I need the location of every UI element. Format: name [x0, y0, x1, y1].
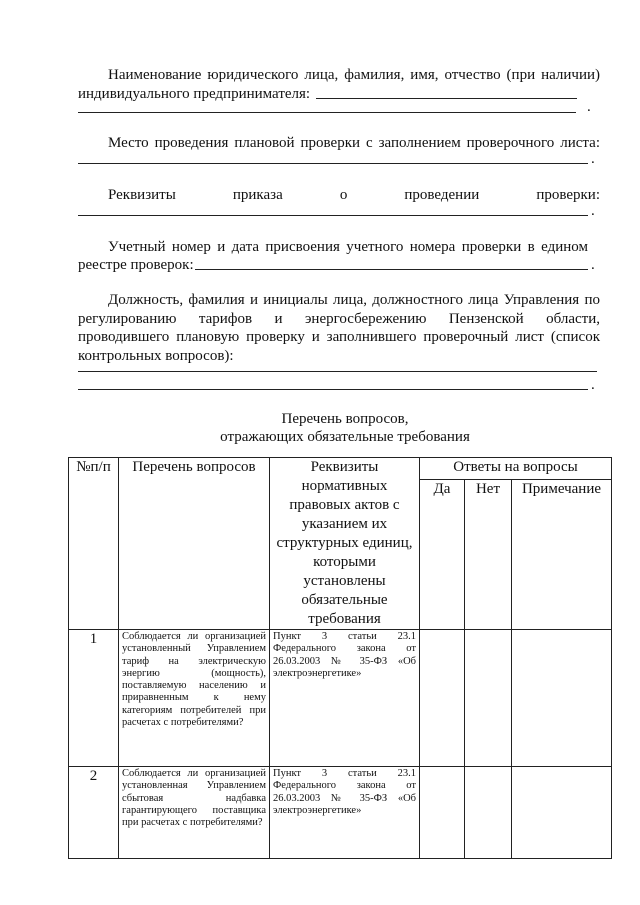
place-fill-line[interactable]: [78, 163, 588, 164]
row-requisite: Пункт 3 статьи 23.1 Федерального закона от 26.03.2003 № 35-ФЗ «Об электроэнергетике»: [270, 630, 420, 767]
header-questions: Перечень вопросов: [119, 458, 270, 630]
table-row: [69, 767, 612, 859]
official-line4: контрольных вопросов):: [78, 348, 234, 364]
entity-fill-line-1[interactable]: [316, 98, 577, 99]
row-answer-yes-cell[interactable]: [420, 767, 465, 859]
registry-line1: Учетный номер и дата присвоения учетного номера проверки в едином: [108, 239, 588, 255]
official-fill-line-1[interactable]: [78, 371, 597, 372]
table-row: [69, 630, 612, 767]
order-word-3: о: [339, 187, 348, 203]
header-answers: Ответы на вопросы: [420, 458, 612, 480]
official-line3: проводившего плановую проверку и заполнившего проверочный лист (список: [78, 329, 600, 345]
header-yes: Да: [420, 479, 465, 629]
row-number: 2: [69, 767, 119, 859]
official-line2: регулированию тарифов и энергосбережению Пензенской области,: [78, 311, 600, 327]
place-end-period: .: [591, 151, 595, 167]
order-fill-line[interactable]: [78, 215, 588, 216]
row-note-cell[interactable]: [512, 767, 612, 859]
order-word-4: проведении: [404, 187, 480, 203]
row-answer-no-cell[interactable]: [465, 767, 512, 859]
official-end-period: .: [591, 377, 595, 393]
questions-table: [68, 457, 612, 859]
registry-end-period: .: [591, 257, 595, 273]
registry-fill-line[interactable]: [195, 269, 588, 270]
header-note: Примечание: [512, 479, 612, 629]
row-requisite: Пункт 3 статьи 23.1 Федерального закона от 26.03.2003 № 35-ФЗ «Об электроэнергетике»: [270, 767, 420, 859]
entity-line1: Наименование юридического лица, фамилия, имя, отчество (при наличии): [108, 67, 600, 83]
entity-end-period: .: [587, 99, 591, 115]
row-answer-no-cell[interactable]: [465, 630, 512, 767]
registry-line2-label: реестре проверок:: [78, 257, 194, 273]
row-question: Соблюдается ли организацией установленный Управлением тариф на электрическую энергию (мощность), поставляемую населению и приравненным к нему категориям потребителей при расчетах с потребителями?: [119, 630, 270, 767]
list-heading-line2: отражающих обязательные требования: [220, 429, 470, 445]
list-heading-line1: Перечень вопросов,: [281, 411, 409, 427]
order-word-1: Реквизиты: [108, 187, 176, 203]
order-word-2: приказа: [232, 187, 283, 203]
header-no: Нет: [465, 479, 512, 629]
entity-fill-line-2[interactable]: [78, 112, 576, 113]
row-question: Соблюдается ли организацией установленная Управлением сбытовая надбавка гарантирующего поставщика при расчетах с потребителями?: [119, 767, 270, 859]
place-line1: Место проведения плановой проверки с заполнением проверочного листа:: [108, 135, 600, 151]
order-word-5: проверки:: [536, 187, 600, 203]
row-note-cell[interactable]: [512, 630, 612, 767]
official-line1: Должность, фамилия и инициалы лица, должностного лица Управления по: [108, 292, 600, 308]
order-end-period: .: [591, 203, 595, 219]
header-requisites: Реквизиты нормативных правовых актов с указанием их структурных единиц, которыми установлены обязательные требования: [270, 458, 420, 630]
header-num: №п/п: [69, 458, 119, 630]
row-number: 1: [69, 630, 119, 767]
order-line1: [78, 186, 600, 205]
entity-line2-label: индивидуального предпринимателя:: [78, 86, 311, 102]
official-fill-line-2[interactable]: [78, 389, 588, 390]
row-answer-yes-cell[interactable]: [420, 630, 465, 767]
